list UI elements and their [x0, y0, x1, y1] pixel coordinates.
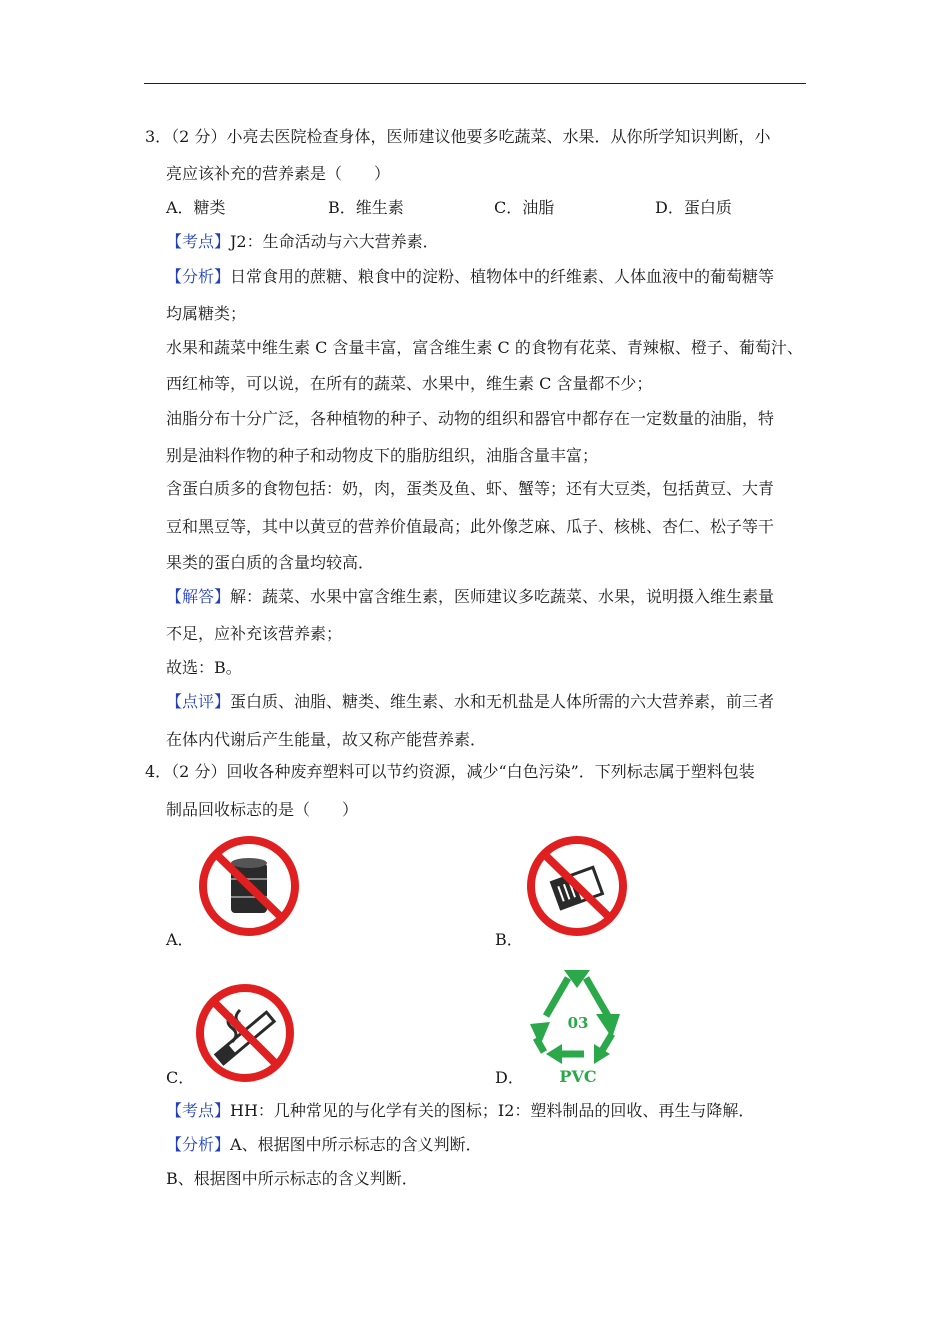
kaodian-tag: 【考点】: [166, 1101, 231, 1120]
recycle-name: PVC: [559, 1067, 597, 1086]
q3-fenxi-line3: 水果和蔬菜中维生素 C 含量丰富，富含维生素 C 的食物有花菜、青辣椒、橙子、葡萄汁、: [166, 338, 803, 357]
kaodian-text: J2：生命活动与六大营养素．: [230, 232, 439, 251]
kaodian-text: HH：几种常见的与化学有关的图标；I2：塑料制品的回收、再生与降解．: [230, 1101, 755, 1120]
q3-fenxi-line2: 均属糖类；: [166, 304, 247, 323]
q4-fenxi-line2: B、根据图中所示标志的含义判断．: [166, 1169, 418, 1188]
option-c-no-smoking-icon: [192, 980, 298, 1086]
fenxi-line1: 日常食用的蔗糖、粮食中的淀粉、植物体中的纤维素、人体血液中的葡萄糖等: [230, 267, 775, 286]
q3-fenxi-line5: 油脂分布十分广泛，各种植物的种子、动物的组织和器官中都存在一定数量的油脂，特: [166, 409, 775, 428]
q3-fenxi-line9: 果类的蛋白质的含量均较高．: [166, 553, 375, 572]
q4-stem-line1: 4．（2 分）回收各种废弃塑料可以节约资源，减少“白色污染”．下列标志属于塑料包装: [145, 762, 755, 781]
option-a-no-barrel-icon: [194, 832, 304, 940]
fenxi-tag: 【分析】: [166, 267, 231, 286]
q3-fenxi-line6: 别是油料作物的种子和动物皮下的脂肪组织，油脂含量丰富；: [166, 446, 599, 465]
q3-dianping-line2: 在体内代谢后产生能量，故又称产能营养素．: [166, 730, 487, 749]
fenxi-tag: 【分析】: [166, 1135, 231, 1154]
dianping-tag: 【点评】: [166, 692, 231, 711]
q4-fenxi: [166, 1135, 482, 1155]
q3-stem-line1: 3．（2 分）小亮去医院检查身体，医师建议他要多吃蔬菜、水果．从你所学知识判断，小: [145, 127, 771, 146]
jieda-line1: 解：蔬菜、水果中富含维生素，医师建议多吃蔬菜、水果，说明摄入维生素量: [230, 587, 775, 606]
q3-option-c: C．油脂: [494, 198, 555, 217]
q3-option-d: D．蛋白质: [655, 198, 732, 217]
option-b-label: B．: [495, 930, 523, 949]
jieda-tag: 【解答】: [166, 587, 231, 606]
option-d-recycle-pvc-icon: [524, 964, 632, 1088]
q4-kaodian: [166, 1101, 754, 1121]
q3-option-a: A．糖类: [166, 198, 226, 217]
fenxi-line1: A、根据图中所示标志的含义判断．: [230, 1135, 482, 1154]
q3-option-b: B．维生素: [328, 198, 404, 217]
dianping-line1: 蛋白质、油脂、糖类、维生素、水和无机盐是人体所需的六大营养素，前三者: [230, 692, 775, 711]
q3-stem-line2: 亮应该补充的营养素是（ ）: [166, 164, 391, 183]
option-d-label: D．: [495, 1068, 524, 1087]
header-rule: [144, 83, 806, 84]
q4-stem-line2: 制品回收标志的是（ ）: [166, 800, 359, 819]
q3-fenxi-line7: 含蛋白质多的食物包括：奶，肉，蛋类及鱼、虾、蟹等；还有大豆类，包括黄豆、大青: [166, 479, 775, 498]
q3-dianping: [166, 692, 774, 712]
q3-jieda-line3: 故选：B。: [166, 658, 242, 677]
recycle-code: 03: [567, 1014, 589, 1032]
option-a-label: A．: [166, 930, 194, 949]
option-b-no-matches-icon: [522, 832, 632, 940]
q3-fenxi-line4: 西红柿等，可以说，在所有的蔬菜、水果中，维生素 C 含量都不少；: [166, 374, 653, 393]
q3-fenxi: [166, 267, 774, 287]
q3-jieda: [166, 587, 774, 607]
kaodian-tag: 【考点】: [166, 232, 231, 251]
q3-kaodian: [166, 232, 439, 252]
q3-jieda-line2: 不足，应补充该营养素；: [166, 624, 343, 643]
q3-fenxi-line8: 豆和黑豆等，其中以黄豆的营养价值最高；此外像芝麻、瓜子、核桃、杏仁、松子等干: [166, 517, 775, 536]
option-c-label: C．: [166, 1068, 195, 1087]
